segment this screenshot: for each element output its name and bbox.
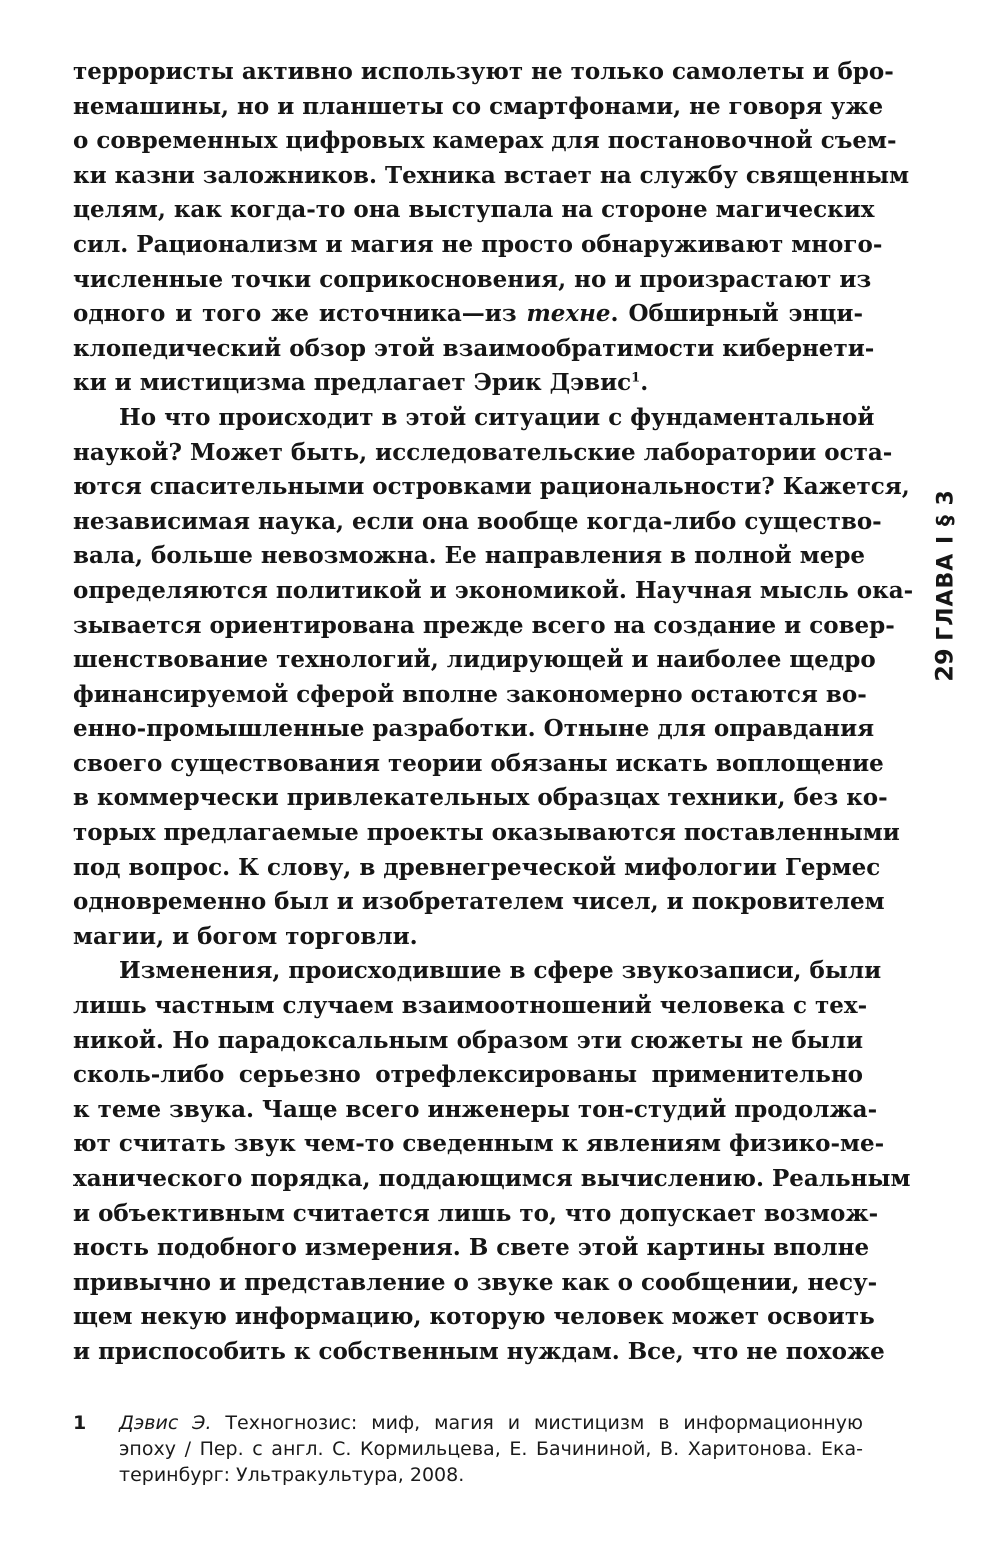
- text-line: независимая наука, если она вообще когда-либо существо-: [73, 507, 882, 535]
- text-line: торых предлагаемые проекты оказываются поставленными: [73, 819, 900, 847]
- footnote-reference[interactable]: 1: [631, 370, 641, 386]
- text-line: одного и того же источника—из техне. Обширный энци-: [73, 300, 863, 328]
- running-head: ГЛАВА I § 3: [933, 489, 959, 641]
- text-line: [73, 366, 863, 401]
- text-line: немашины, но и планшеты со смартфонами, не говоря уже: [73, 92, 884, 120]
- text-line: под вопрос. К слову, в древнегреческой мифологии Гермес: [73, 853, 881, 881]
- footnote-line-rest: Техногнозис: миф, магия и мистицизм в информационную: [211, 1412, 864, 1434]
- text-line: наукой? Может быть, исследовательские лаборатории оста-: [73, 438, 893, 466]
- text-line-content: ки и мистицизма предлагает Эрик Дэвис: [73, 369, 632, 397]
- text-line: одновременно был и изобретателем чисел, и покровителем: [73, 888, 885, 916]
- text-line: магии, и богом торговли.: [73, 922, 418, 950]
- text-line: зывается ориентирована прежде всего на создание и совер-: [73, 611, 895, 639]
- text-line: никой. Но парадоксальным образом эти сюжеты не были: [73, 1026, 863, 1054]
- footnote-line: [119, 1410, 863, 1436]
- text-line: ханического порядка, поддающимся вычислению. Реальным: [73, 1165, 911, 1192]
- text-line: сил. Рационализм и магия не просто обнаруживают много-: [73, 230, 883, 258]
- text-line: привычно и представление о звуке как о сообщении, несу-: [73, 1268, 878, 1296]
- text-line: своего существования теории обязаны искать воплощение: [73, 749, 884, 777]
- text-line: щем некую информацию, которую человек может освоить: [73, 1303, 875, 1331]
- text-line: клопедический обзор этой взаимообратимости кибернети-: [73, 334, 875, 362]
- paragraph-1: [73, 55, 910, 401]
- text-line: енно-промышленные разработки. Отныне для оправдания: [73, 715, 875, 743]
- main-text: [73, 55, 914, 1370]
- text-line: в коммерчески привлекательных образцах техники, без ко-: [73, 784, 888, 812]
- footnote-author: Дэвис Э.: [119, 1412, 212, 1434]
- text-line: ют считать звук чем-то сведенным к явлениям физико-ме-: [73, 1130, 885, 1158]
- trailing-period: .: [640, 369, 649, 397]
- footnote-line: теринбург: Ультракультура, 2008.: [119, 1464, 465, 1486]
- text-line: и объективным считается лишь то, что допускает возмож-: [73, 1199, 879, 1227]
- text-line: лишь частным случаем взаимоотношений человека с тех-: [73, 992, 868, 1020]
- text-line: определяются политикой и экономикой. Научная мысль ока-: [73, 576, 914, 604]
- text-line: о современных цифровых камерах для постановочной съем-: [73, 127, 897, 155]
- text-line: и приспособить к собственным нуждам. Все, что не похоже: [73, 1337, 885, 1365]
- footnote-marker: 1: [73, 1412, 87, 1434]
- text-line: финансируемой сферой вполне закономерно остаются во-: [73, 680, 867, 708]
- paragraph-3: [73, 954, 911, 1369]
- italic-term: техне: [526, 300, 611, 328]
- text-line: вала, больше невозможна. Ее направления в полной мере: [73, 542, 866, 570]
- text-line: численные точки соприкосновения, но и произрастают из: [73, 265, 872, 293]
- footnote-text: [119, 1410, 863, 1488]
- text-line: ются спасительными островками рациональности? Кажется,: [73, 473, 910, 501]
- text-line: Но что происходит в этой ситуации с фундаментальной: [119, 403, 875, 431]
- footnote: [73, 1410, 863, 1488]
- text-line: ки казни заложников. Техника встает на службу священным: [73, 161, 910, 189]
- paragraph-2: [73, 401, 914, 955]
- text-line: шенствование технологий, лидирующей и наиболее щедро: [73, 646, 876, 674]
- text-line: целям, как когда-то она выступала на стороне магических: [73, 196, 875, 224]
- page-number: 29: [930, 648, 959, 682]
- text-line: ность подобного измерения. В свете этой картины вполне: [73, 1234, 870, 1262]
- text-line: Изменения, происходившие в сфере звукозаписи, были: [119, 957, 882, 985]
- footnote-line: эпоху / Пер. с англ. С. Кормильцева, Е. Бачининой, В. Харитонова. Ека-: [119, 1438, 863, 1460]
- text-line: террористы активно используют не только самолеты и бро-: [73, 58, 894, 85]
- text-line: к теме звука. Чаще всего инженеры тон-студий продолжа-: [73, 1095, 878, 1123]
- text-line: сколь-либо серьезно отрефлексированы применительно: [73, 1061, 863, 1089]
